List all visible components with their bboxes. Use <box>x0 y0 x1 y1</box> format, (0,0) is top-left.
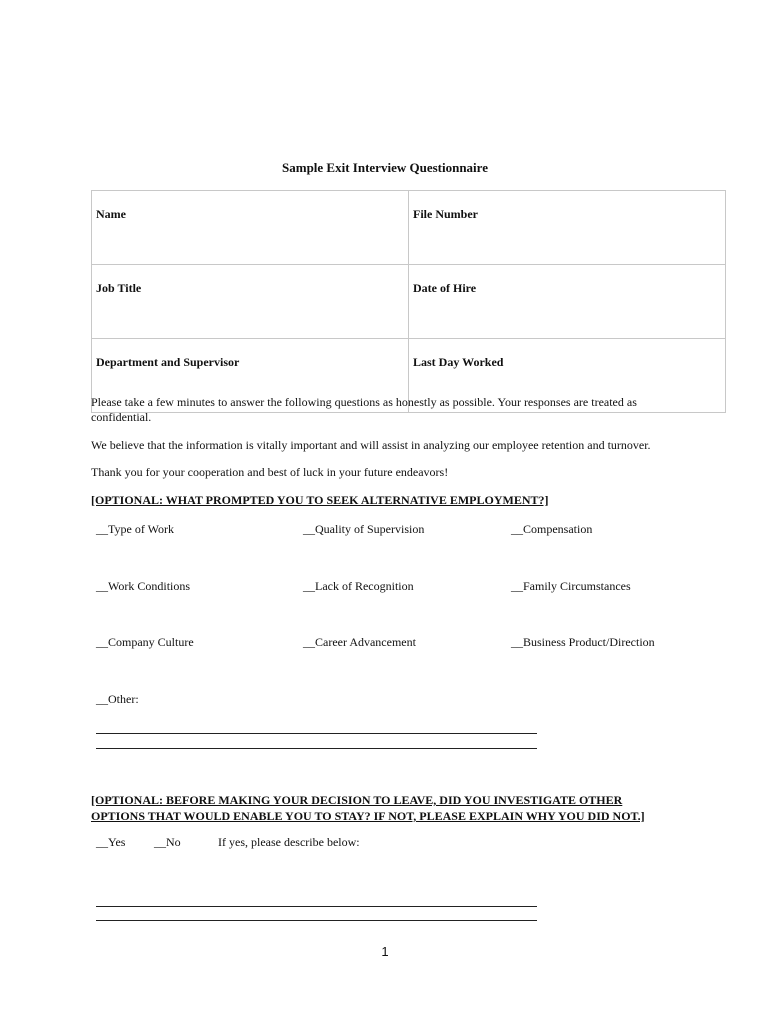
page-number: 1 <box>381 944 389 959</box>
answer-line[interactable] <box>96 748 537 749</box>
field-job-title[interactable]: Job Title <box>92 265 409 339</box>
table-row <box>92 265 726 339</box>
option-other[interactable]: __Other: <box>96 692 139 706</box>
option-type-of-work[interactable]: __Type of Work <box>96 522 174 536</box>
option-work-conditions[interactable]: __Work Conditions <box>96 579 191 593</box>
intro-paragraph-3: Thank you for your cooperation and best of luck in your future endeavors! <box>91 465 449 479</box>
field-department-supervisor[interactable]: Department and Supervisor <box>92 339 409 413</box>
intro-paragraph-2: We believe that the information is vitally important and will assist in analyzing our employee retention and turnover. <box>91 438 651 452</box>
section1-heading: [OPTIONAL: WHAT PROMPTED YOU TO SEEK ALTERNATIVE EMPLOYMENT?] <box>91 493 549 507</box>
field-date-of-hire[interactable]: Date of Hire <box>409 265 726 339</box>
field-last-day-worked[interactable]: Last Day Worked <box>409 339 726 413</box>
option-no[interactable]: __No <box>154 835 181 849</box>
answer-line[interactable] <box>96 733 537 734</box>
field-file-number[interactable]: File Number <box>409 191 726 265</box>
section2-heading-line2: OPTIONS THAT WOULD ENABLE YOU TO STAY? IF NOT, PLEASE EXPLAIN WHY YOU DID NOT.] <box>91 809 645 823</box>
table-row <box>92 191 726 265</box>
answer-line[interactable] <box>96 920 537 921</box>
option-yes[interactable]: __Yes <box>96 835 126 849</box>
option-quality-of-supervision[interactable]: __Quality of Supervision <box>303 522 425 536</box>
option-career-advancement[interactable]: __Career Advancement <box>303 635 416 649</box>
option-compensation[interactable]: __Compensation <box>511 522 593 536</box>
option-company-culture[interactable]: __Company Culture <box>96 635 194 649</box>
answer-line[interactable] <box>96 906 537 907</box>
option-family-circumstances[interactable]: __Family Circumstances <box>511 579 631 593</box>
field-name[interactable]: Name <box>92 191 409 265</box>
employee-info-table <box>91 190 726 413</box>
section2-heading-line1: [OPTIONAL: BEFORE MAKING YOUR DECISION TO LEAVE, DID YOU INVESTIGATE OTHER <box>91 793 623 807</box>
describe-instruction: If yes, please describe below: <box>218 835 360 849</box>
document-title: Sample Exit Interview Questionnaire <box>282 160 488 175</box>
option-business-product-direction[interactable]: __Business Product/Direction <box>511 635 655 649</box>
option-lack-of-recognition[interactable]: __Lack of Recognition <box>303 579 414 593</box>
intro-paragraph-1: Please take a few minutes to answer the following questions as honestly as possible. Your responses are treated as confidential. <box>91 395 637 424</box>
